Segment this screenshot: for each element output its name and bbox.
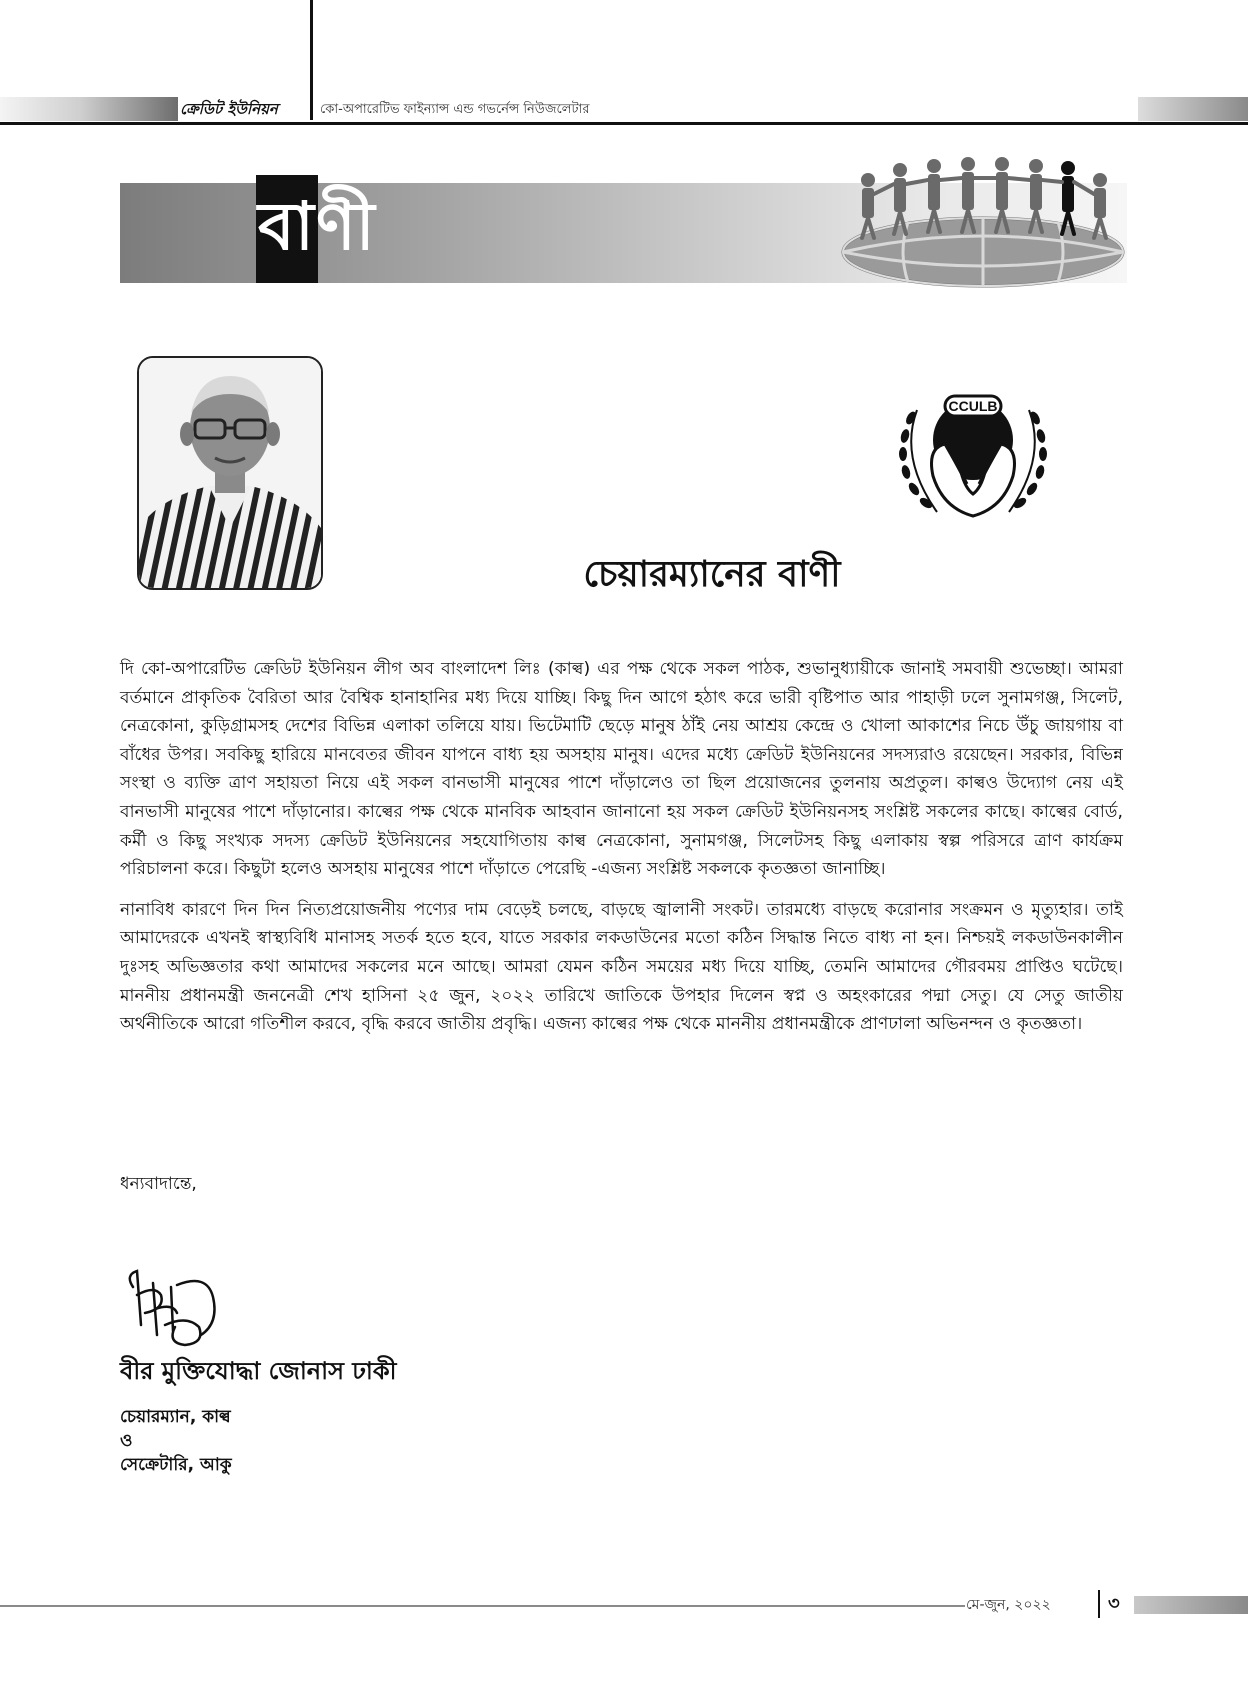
footer-gradient (1134, 1596, 1248, 1614)
message-body (120, 655, 1123, 1051)
paragraph: নানাবিধ কারণে দিন দিন নিত্যপ্রয়োজনীয় পণ্যের দাম বেড়েই চলছে, বাড়ছে জ্বালানী সংকট। তারমধ্যে বাড়ছে করোনার সংক্রমন ও মৃত্যুহার। তাই আমাদেরকে এখনই স্বাস্থ্যবিধি মানাসহ সতর্ক হতে হবে, যাতে সরকার লকডাউনের মতো কঠিন সিদ্ধান্ত নিতে বাধ্য না হন। নিশ্চয়ই লকডাউনকালীন দুঃসহ অভিজ্ঞতার কথা আমাদের সকলের মনে আছে। আমরা যেমন কঠিন সময়ের মধ্য দিয়ে যাচ্ছি, তেমনি আমাদের গৌরবময় প্রাপ্তিও ঘটেছে। মাননীয় প্রধানমন্ত্রী জননেত্রী শেখ হাসিনা ২৫ জুন, ২০২২ তারিখে জাতিকে উপহার দিলেন স্বপ্ন ও অহংকারের পদ্মা সেতু। যে সেতু জাতীয় অর্থনীতিকে আরো গতিশীল করবে, বৃদ্ধি করবে জাতীয় প্রবৃদ্ধি। এজন্য কাল্বের পক্ষ থেকে মাননীয় প্রধানমন্ত্রীকে প্রাণঢালা অভিনন্দন ও কৃতজ্ঞতা। (120, 899, 1123, 1035)
header-gradient-right (1138, 97, 1248, 121)
closing-salutation: ধন্যবাদান্তে, (120, 1174, 197, 1194)
handwritten-signature (115, 1265, 225, 1355)
signatory-role-1: চেয়ারম্যান, কাল্ব (120, 1407, 231, 1427)
header-divider-line (310, 0, 313, 120)
page-number: ৩ (1108, 1593, 1120, 1614)
cculb-logo (893, 388, 1053, 528)
footer-separator (1098, 1590, 1100, 1618)
issue-date: মে-জুন, ২০২২ (966, 1597, 1051, 1613)
paragraph: দি কো-অপারেটিভ ক্রেডিট ইউনিয়ন লীগ অব বাংলাদেশ লিঃ (কাল্ব) এর পক্ষ থেকে সকল পাঠক, শুভানুধ্যায়ীকে জানাই সমবায়ী শুভেচ্ছা। আমরা বর্তমানে প্রাকৃতিক বৈরিতা আর বৈশ্বিক হানাহানির মধ্য দিয়ে যাচ্ছি। কিছু দিন আগে হঠাৎ করে ভারী বৃষ্টিপাত আর পাহাড়ী ঢলে সুনামগঞ্জ, সিলেট, নেত্রকোনা, কুড়িগ্রামসহ দেশের বিভিন্ন এলাকা তলিয়ে যায়। ভিটেমাটি ছেড়ে মানুষ ঠাঁই নেয় আশ্রয় কেন্দ্রে ও খোলা আকাশের নিচে উঁচু জায়গায় বা বাঁধের উপর। সবকিছু হারিয়ে মানবেতর জীবন যাপনে বাধ্য হয় অসহায় মানুষ। এদের মধ্যে ক্রেডিট ইউনিয়নের সদস্যরাও রয়েছেন। সরকার, বিভিন্ন সংস্থা ও ব্যক্তি ত্রাণ সহায়তা নিয়ে এই সকল বানভাসী মানুষের পাশে দাঁড়ালেও তা ছিল প্রয়োজনের তুলনায় অপ্রতুল। কাল্বও উদ্যোগ নেয় এই বানভাসী মানুষের পাশে দাঁড়ানোর। কাল্বের পক্ষ থেকে মানবিক আহবান জানানো হয় সকল ক্রেডিট ইউনিয়নসহ সংশ্লিষ্ট সকলের কাছে। কাল্বের বোর্ড, কর্মী ও কিছু সংখ্যক সদস্য ক্রেডিট ইউনিয়নের সহযোগিতায় কাল্ব নেত্রকোনা, সুনামগঞ্জ, সিলেটসহ কিছু এলাকায় স্বল্প পরিসরে ত্রাণ কার্যক্রম পরিচালনা করে। কিছুটা হলেও অসহায় মানুষের পাশে দাঁড়াতে পেরেছি -এজন্য সংশ্লিষ্ট সকলকে কৃতজ্ঞতা জানাচ্ছি। (120, 659, 1123, 880)
message-title: চেয়ারম্যানের বাণী (583, 553, 841, 595)
header-rule (0, 122, 1248, 125)
newsletter-tagline: কো-অপারেটিভ ফাইন্যান্স এন্ড গভর্নেন্স নিউজলেটার (320, 102, 590, 117)
header-gradient-left (0, 97, 178, 121)
masthead-logo: ক্রেডিট ইউনিয়ন (180, 100, 278, 118)
signatory-name: বীর মুক্তিযোদ্ধা জোনাস ঢাকী (120, 1357, 397, 1385)
banner-title: বাণী (258, 187, 377, 265)
signatory-conjunction: ও (120, 1431, 133, 1451)
signatory-role-2: সেক্রেটারি, আকু (120, 1455, 232, 1475)
people-on-globe-illustration (838, 140, 1128, 290)
footer-rule (0, 1605, 965, 1607)
logo-text: CCULB (948, 398, 998, 414)
